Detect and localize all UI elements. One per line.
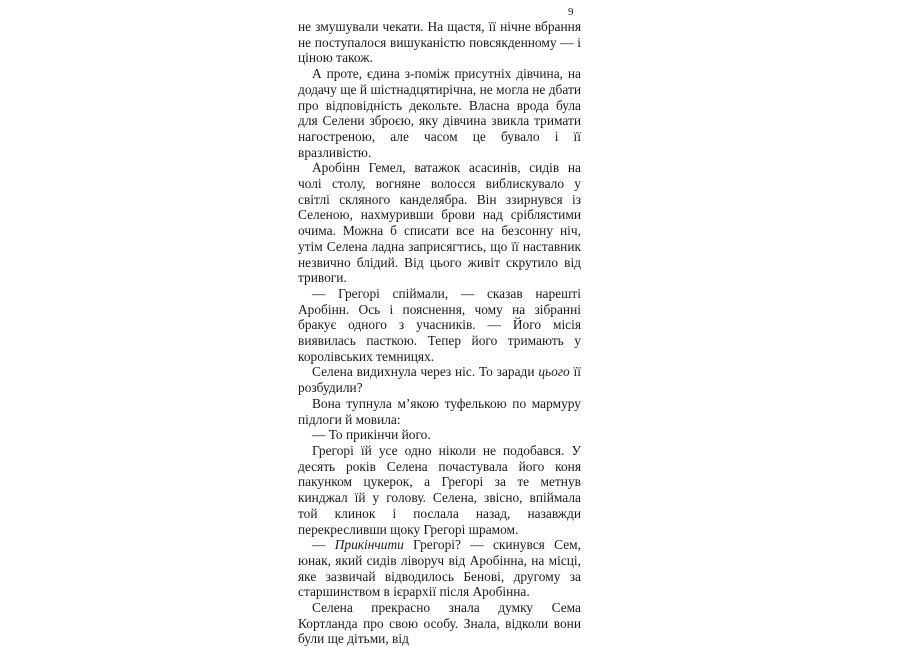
italic-text: Прикінчити [334, 537, 404, 553]
paragraph [298, 537, 581, 600]
paragraph [298, 286, 581, 365]
paragraph [298, 160, 581, 286]
text-run: — То прикінчи його. [312, 427, 431, 443]
text-run: Грегорі їй усе одно ніколи не подобався. У десять років Селена почастувала його коня пакунком цукерок, а Грегорі за те метнув кинджал їй у голову. Селена, звісно, впіймала той клинок і послала назад, назавжди перекресливши щоку Грегорі шрамом. [298, 442, 581, 537]
text-run: — [312, 537, 335, 553]
text-run: Аробінн Гемел, ватажок асасинів, сидів на чолі столу, вогняне волосся виблискувало у світлі скляного канделябра. Він ззирнувся із Селеною, нахмуривши брови над сріблястими очима. Можна б списати все на безсонну ніч, утім Селена ладна заприсягтись, що її наставник незвично блідий. Від цього живіт скрутило від тривоги. [298, 160, 581, 286]
page-number: 9 [568, 6, 574, 18]
text-run: А проте, єдина з-поміж присутніх дівчина, на додачу ще й шістнадцятирічна, не могла не дбати про відповідність декольте. Власна врода була для Селени зброєю, яку дівчина звикла тримати нагостреною, але часом це бувало і її вразливістю. [298, 66, 581, 160]
paragraph [298, 443, 581, 537]
body-text [298, 19, 581, 647]
italic-text: цього [538, 364, 570, 380]
paragraph [298, 600, 581, 647]
text-run: не змушували чекати. На щастя, її нічне вбрання не поступалося вишуканістю повсякденному — і ціною також. [298, 19, 581, 66]
text-run: її розбудили? [298, 364, 581, 396]
paragraph [298, 396, 581, 427]
text-run: Селена прекрасно знала думку Сема Кортланда про свою особу. Знала, відколи вони були ще дітьми, від [298, 600, 581, 647]
text-run: Селена видихнула через ніс. То заради [312, 364, 539, 380]
paragraph [298, 364, 581, 395]
text-run: — Грегорі спіймали, — сказав нарешті Аробінн. Ось і пояснення, чому на зібранні бракує одного з учасників. — Його місія виявилась пасткою. Тепер його тримають у королівських темницях. [298, 285, 581, 364]
paragraph [298, 66, 581, 160]
paragraph [298, 427, 581, 443]
text-run: Грегорі? — скинувся Сем, юнак, який сидів ліворуч від Аробінна, на місці, яке зазвичай відводилось Бенові, другому за старшинством в ієрархії після Аробінна. [298, 537, 581, 600]
paragraph [298, 19, 581, 66]
text-run: Вона тупнула м’якою туфелькою по мармуру підлоги й мовила: [298, 395, 581, 427]
